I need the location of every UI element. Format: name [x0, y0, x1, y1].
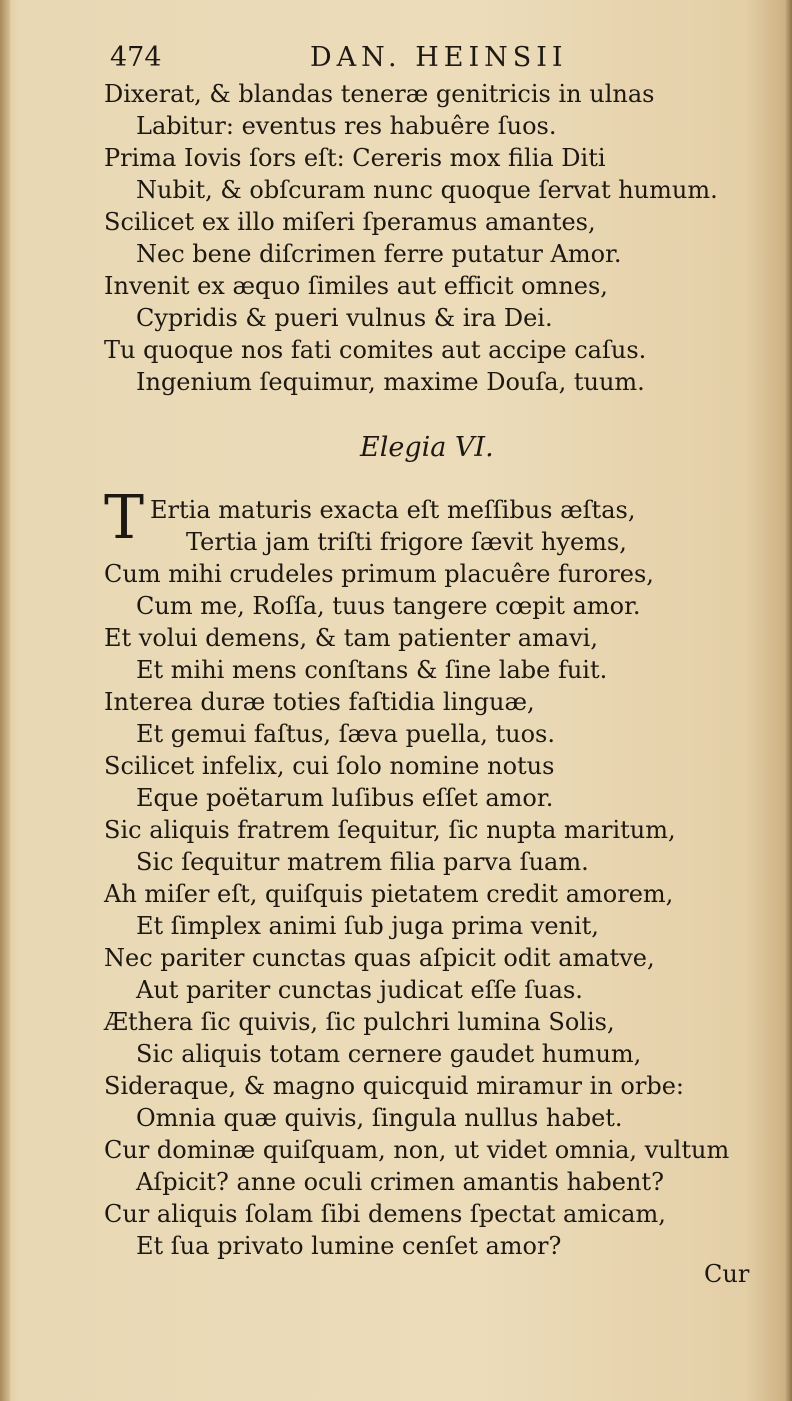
verse-line: Cum me, Roſſa, tuus tangere cœpit amor.	[136, 592, 641, 620]
verse-line: Sic aliquis totam cernere gaudet humum,	[136, 1040, 642, 1068]
verse-line: Ertia maturis exacta eſt meſſibus æſtas,	[150, 496, 636, 524]
verse-line: Sic aliquis fratrem ſequitur, ſic nupta maritum,	[104, 816, 676, 844]
verse-line: Eque poëtarum luſibus eſſet amor.	[136, 784, 554, 812]
verse-line: Labitur: eventus res habuêre ſuos.	[136, 112, 557, 140]
verse-line: Nec pariter cunctas quas aſpicit odit amatve,	[104, 944, 655, 972]
verse-line: Nubit, & obſcuram nunc quoque ſervat humum.	[136, 176, 718, 204]
verse-line: Tu quoque nos fati comites aut accipe caſus.	[104, 336, 647, 364]
verse-line: Dixerat, & blandas teneræ genitricis in ulnas	[104, 80, 655, 108]
verse-line: Cypridis & pueri vulnus & ira Dei.	[136, 304, 553, 332]
verse-line: Prima Iovis ſors eſt: Cereris mox filia Diti	[104, 144, 606, 172]
running-head	[110, 40, 610, 76]
verse-line: Et ſimplex animi ſub juga prima venit,	[136, 912, 599, 940]
verse-line: Ingenium ſequimur, maxime Douſa, tuum.	[136, 368, 645, 396]
verse-line: Interea duræ toties faſtidia linguæ,	[104, 688, 535, 716]
verse-line: Omnia quæ quivis, ſingula nullus habet.	[136, 1104, 623, 1132]
verse-line: Cur dominæ quiſquam, non, ut videt omnia, vultum	[104, 1136, 730, 1164]
verse-line: Sic ſequitur matrem filia parva ſuam.	[136, 848, 589, 876]
page-left-edge	[0, 0, 10, 1401]
verse-line: Cum mihi crudeles primum placuêre furores,	[104, 560, 654, 588]
verse-line: Invenit ex æquo ſimiles aut efficit omnes,	[104, 272, 608, 300]
section-heading: Elegia VI.	[360, 432, 494, 463]
author-header: DAN. HEINSII	[310, 42, 568, 73]
verse-line: Aſpicit? anne oculi crimen amantis habent?	[136, 1168, 664, 1196]
verse-line: Æthera ſic quivis, ſic pulchri lumina Solis,	[104, 1008, 615, 1036]
verse-line: Et volui demens, & tam patienter amavi,	[104, 624, 598, 652]
catchword: Cur	[704, 1260, 750, 1288]
verse-line: Tertia jam triſti frigore ſævit hyems,	[186, 528, 627, 556]
verse-line: Sideraque, & magno quicquid miramur in orbe:	[104, 1072, 684, 1100]
page-right-edge	[784, 0, 792, 1401]
page-number: 474	[110, 42, 162, 73]
verse-line: Scilicet infelix, cui ſolo nomine notus	[104, 752, 555, 780]
verse-line: Scilicet ex illo miſeri ſperamus amantes,	[104, 208, 596, 236]
verse-line: Aut pariter cunctas judicat eſſe ſuas.	[136, 976, 583, 1004]
drop-cap: T	[104, 483, 145, 553]
verse-line: Nec bene diſcrimen ferre putatur Amor.	[136, 240, 622, 268]
verse-line: Et mihi mens conſtans & ſine labe fuit.	[136, 656, 608, 684]
verse-line: Et ſua privato lumine cenſet amor?	[136, 1232, 562, 1260]
verse-line: Cur aliquis ſolam ſibi demens ſpectat amicam,	[104, 1200, 666, 1228]
verse-line: Ah miſer eſt, quiſquis pietatem credit amorem,	[104, 880, 674, 908]
verse-line: Et gemui faſtus, ſæva puella, tuos.	[136, 720, 556, 748]
